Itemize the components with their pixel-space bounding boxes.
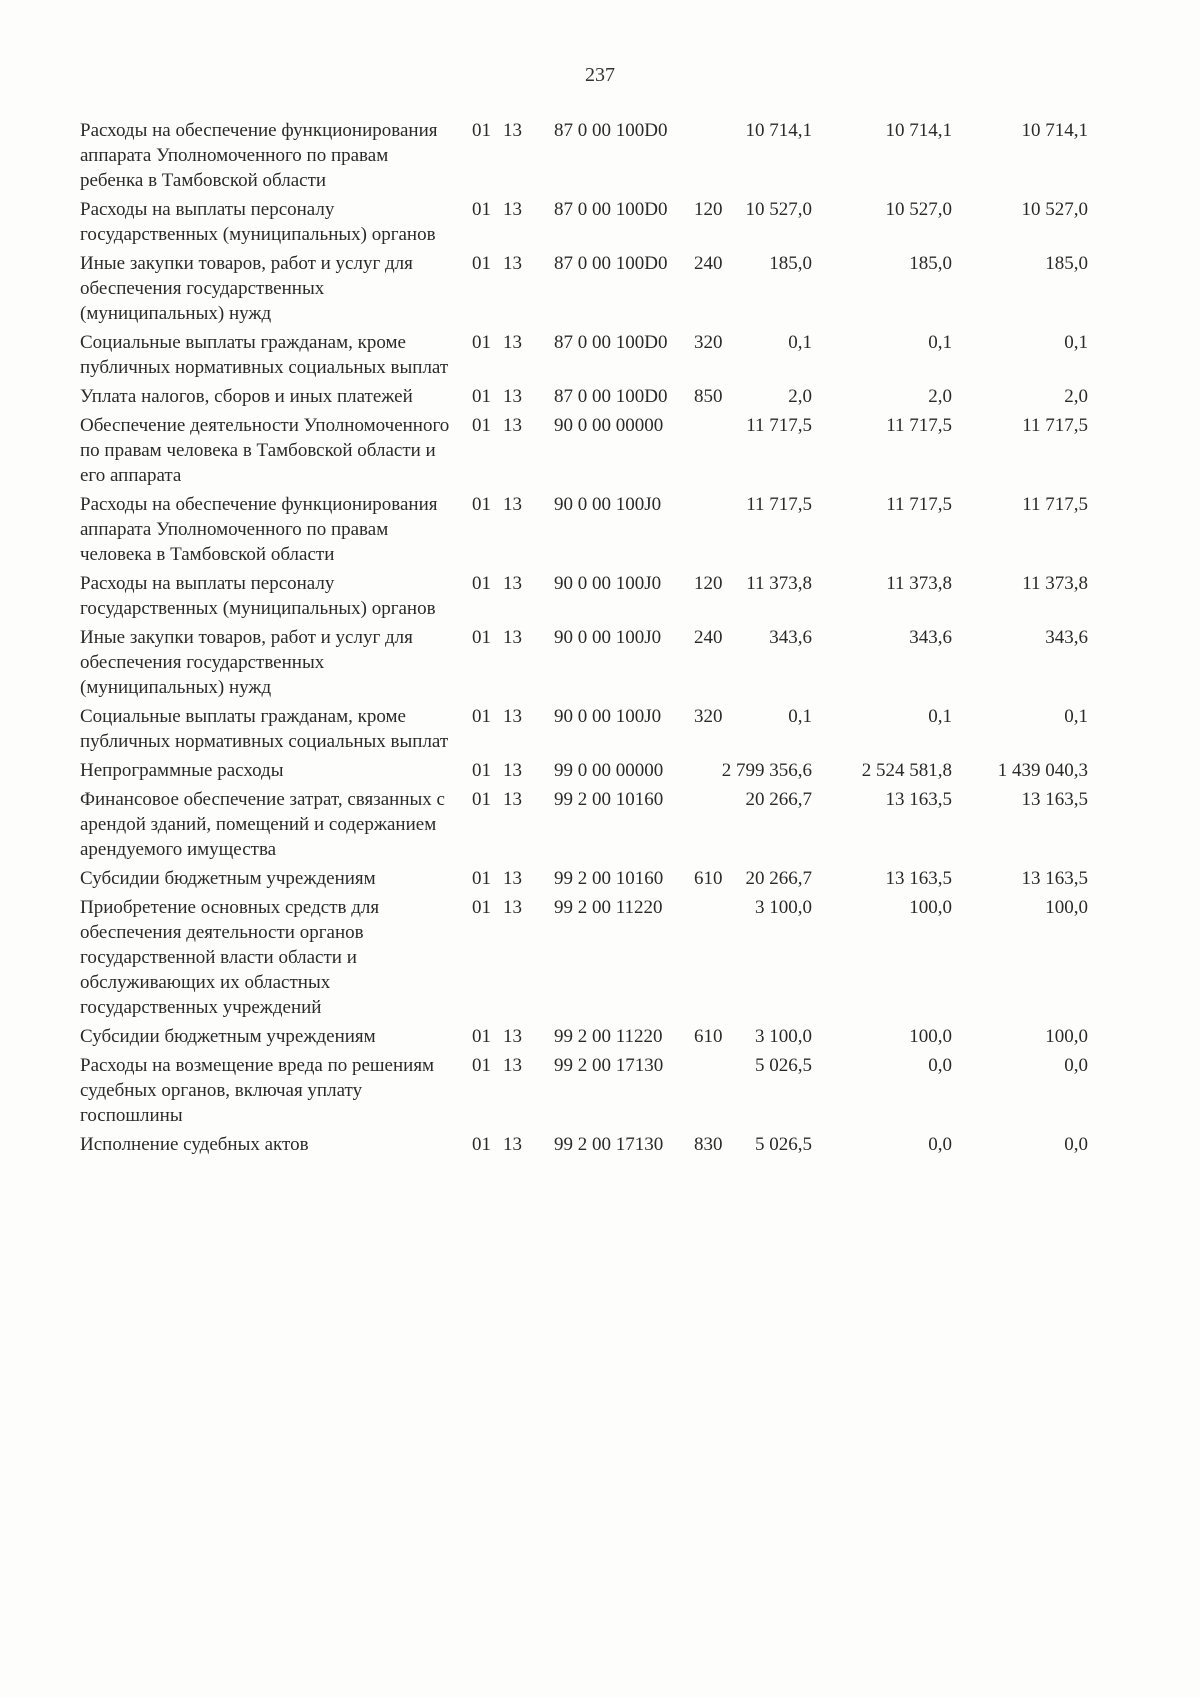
row-name: Иные закупки товаров, работ и услуг для обеспечения государственных (муниципальных) нужд xyxy=(80,627,413,698)
row-name: Расходы на возмещение вреда по решениям судебных органов, включая уплату госпошлины xyxy=(80,1055,435,1126)
row-amount-year-3: 11 373,8 xyxy=(1022,573,1088,594)
row-subsection-code: 13 xyxy=(503,1026,522,1047)
row-amount-year-3: 0,1 xyxy=(1064,706,1088,727)
row-amount-year-3: 2,0 xyxy=(1064,386,1088,407)
row-target-article-code: 99 2 00 10160 xyxy=(554,789,664,810)
row-amount-year-1: 3 100,0 xyxy=(755,1026,812,1047)
row-amount-year-1: 5 026,5 xyxy=(755,1055,812,1076)
table-row xyxy=(80,118,1150,193)
table-row xyxy=(80,571,1150,621)
row-amount-year-2: 0,1 xyxy=(928,706,952,727)
row-amount-year-3: 13 163,5 xyxy=(1021,868,1088,889)
row-target-article-code: 90 0 00 100J0 xyxy=(554,573,662,594)
row-section-code: 01 xyxy=(472,1026,491,1047)
row-target-article-code: 99 2 00 11220 xyxy=(554,1026,663,1047)
row-amount-year-2: 2,0 xyxy=(928,386,952,407)
row-name: Финансовое обеспечение затрат, связанных с арендой зданий, помещений и содержанием арендуемого имущества xyxy=(80,789,445,860)
table-row xyxy=(80,787,1150,862)
row-amount-year-1: 5 026,5 xyxy=(755,1134,812,1155)
row-amount-year-3: 0,0 xyxy=(1064,1134,1088,1155)
row-amount-year-1: 2 799 356,6 xyxy=(721,760,812,781)
table-row xyxy=(80,384,1150,409)
row-amount-year-2: 10 527,0 xyxy=(885,199,952,220)
row-amount-year-1: 2,0 xyxy=(788,386,812,407)
row-expense-type-code: 240 xyxy=(694,627,723,648)
row-section-code: 01 xyxy=(472,1055,491,1076)
row-amount-year-2: 100,0 xyxy=(909,897,952,918)
row-name: Социальные выплаты гражданам, кроме публичных нормативных социальных выплат xyxy=(80,706,449,752)
row-expense-type-code: 610 xyxy=(694,868,723,889)
row-amount-year-1: 343,6 xyxy=(769,627,812,648)
row-amount-year-1: 185,0 xyxy=(769,253,812,274)
row-amount-year-1: 20 266,7 xyxy=(745,789,812,810)
row-subsection-code: 13 xyxy=(503,415,522,436)
row-subsection-code: 13 xyxy=(503,1055,522,1076)
page-number: 237 xyxy=(585,64,615,86)
row-amount-year-3: 10 714,1 xyxy=(1021,120,1088,141)
row-target-article-code: 99 2 00 17130 xyxy=(554,1055,664,1076)
row-amount-year-1: 11 717,5 xyxy=(746,415,812,436)
row-amount-year-2: 100,0 xyxy=(909,1026,952,1047)
row-name: Непрограммные расходы xyxy=(80,760,284,781)
table-row xyxy=(80,251,1150,326)
row-section-code: 01 xyxy=(472,706,491,727)
row-subsection-code: 13 xyxy=(503,706,522,727)
row-subsection-code: 13 xyxy=(503,573,522,594)
row-amount-year-1: 0,1 xyxy=(788,332,812,353)
table-row xyxy=(80,1024,1150,1049)
row-target-article-code: 90 0 00 100J0 xyxy=(554,494,662,515)
row-section-code: 01 xyxy=(472,573,491,594)
row-amount-year-2: 11 717,5 xyxy=(886,494,952,515)
row-target-article-code: 90 0 00 100J0 xyxy=(554,706,662,727)
row-amount-year-3: 343,6 xyxy=(1045,627,1088,648)
row-section-code: 01 xyxy=(472,1134,491,1155)
row-section-code: 01 xyxy=(472,120,491,141)
row-name: Исполнение судебных актов xyxy=(80,1134,309,1155)
row-subsection-code: 13 xyxy=(503,199,522,220)
row-target-article-code: 99 0 00 00000 xyxy=(554,760,664,781)
row-amount-year-3: 11 717,5 xyxy=(1022,494,1088,515)
row-subsection-code: 13 xyxy=(503,627,522,648)
table-row xyxy=(80,1132,1150,1157)
table-row xyxy=(80,330,1150,380)
row-target-article-code: 99 2 00 11220 xyxy=(554,897,663,918)
row-section-code: 01 xyxy=(472,494,491,515)
row-subsection-code: 13 xyxy=(503,760,522,781)
row-target-article-code: 87 0 00 100D0 xyxy=(554,120,668,141)
table-row xyxy=(80,625,1150,700)
row-name: Социальные выплаты гражданам, кроме публичных нормативных социальных выплат xyxy=(80,332,449,378)
row-name: Расходы на выплаты персоналу государственных (муниципальных) органов xyxy=(80,199,436,245)
row-amount-year-3: 0,0 xyxy=(1064,1055,1088,1076)
table-row xyxy=(80,197,1150,247)
row-amount-year-2: 13 163,5 xyxy=(885,868,952,889)
row-expense-type-code: 120 xyxy=(694,199,723,220)
row-amount-year-1: 11 717,5 xyxy=(746,494,812,515)
row-expense-type-code: 120 xyxy=(694,573,723,594)
row-amount-year-3: 100,0 xyxy=(1045,897,1088,918)
row-name: Расходы на обеспечение функционирования аппарата Уполномоченного по правам ребенка в Тамбовской области xyxy=(80,120,438,191)
row-subsection-code: 13 xyxy=(503,789,522,810)
row-subsection-code: 13 xyxy=(503,253,522,274)
row-amount-year-1: 0,1 xyxy=(788,706,812,727)
row-target-article-code: 99 2 00 10160 xyxy=(554,868,664,889)
row-amount-year-2: 185,0 xyxy=(909,253,952,274)
table-row xyxy=(80,413,1150,488)
table-row xyxy=(80,1053,1150,1128)
row-section-code: 01 xyxy=(472,789,491,810)
row-amount-year-2: 2 524 581,8 xyxy=(861,760,952,781)
table-row xyxy=(80,704,1150,754)
row-amount-year-2: 10 714,1 xyxy=(885,120,952,141)
table-row xyxy=(80,758,1150,783)
row-amount-year-3: 185,0 xyxy=(1045,253,1088,274)
row-expense-type-code: 320 xyxy=(694,706,723,727)
row-amount-year-1: 10 714,1 xyxy=(745,120,812,141)
row-section-code: 01 xyxy=(472,253,491,274)
row-name: Расходы на обеспечение функционирования аппарата Уполномоченного по правам человека в Тамбовской области xyxy=(80,494,438,565)
row-amount-year-3: 13 163,5 xyxy=(1021,789,1088,810)
row-amount-year-3: 1 439 040,3 xyxy=(997,760,1088,781)
row-section-code: 01 xyxy=(472,199,491,220)
row-amount-year-3: 100,0 xyxy=(1045,1026,1088,1047)
row-subsection-code: 13 xyxy=(503,494,522,515)
row-section-code: 01 xyxy=(472,760,491,781)
row-section-code: 01 xyxy=(472,415,491,436)
row-section-code: 01 xyxy=(472,897,491,918)
row-amount-year-2: 0,0 xyxy=(928,1134,952,1155)
row-subsection-code: 13 xyxy=(503,332,522,353)
row-amount-year-3: 0,1 xyxy=(1064,332,1088,353)
row-expense-type-code: 610 xyxy=(694,1026,723,1047)
row-target-article-code: 90 0 00 100J0 xyxy=(554,627,662,648)
row-target-article-code: 87 0 00 100D0 xyxy=(554,253,668,274)
row-name: Уплата налогов, сборов и иных платежей xyxy=(80,386,413,407)
row-amount-year-3: 11 717,5 xyxy=(1022,415,1088,436)
row-amount-year-2: 13 163,5 xyxy=(885,789,952,810)
row-amount-year-1: 3 100,0 xyxy=(755,897,812,918)
row-target-article-code: 87 0 00 100D0 xyxy=(554,199,668,220)
row-name: Обеспечение деятельности Уполномоченного по правам человека в Тамбовской области и его аппарата xyxy=(80,415,450,486)
row-name: Субсидии бюджетным учреждениям xyxy=(80,868,376,889)
row-expense-type-code: 320 xyxy=(694,332,723,353)
row-subsection-code: 13 xyxy=(503,386,522,407)
row-subsection-code: 13 xyxy=(503,868,522,889)
row-expense-type-code: 850 xyxy=(694,386,723,407)
row-amount-year-2: 343,6 xyxy=(909,627,952,648)
row-target-article-code: 90 0 00 00000 xyxy=(554,415,664,436)
row-section-code: 01 xyxy=(472,332,491,353)
table-row xyxy=(80,895,1150,1020)
row-subsection-code: 13 xyxy=(503,120,522,141)
row-name: Иные закупки товаров, работ и услуг для обеспечения государственных (муниципальных) нужд xyxy=(80,253,413,324)
row-section-code: 01 xyxy=(472,627,491,648)
row-section-code: 01 xyxy=(472,868,491,889)
row-name: Субсидии бюджетным учреждениям xyxy=(80,1026,376,1047)
row-amount-year-2: 0,1 xyxy=(928,332,952,353)
table-row xyxy=(80,866,1150,891)
row-amount-year-2: 0,0 xyxy=(928,1055,952,1076)
row-amount-year-2: 11 373,8 xyxy=(886,573,952,594)
row-amount-year-1: 20 266,7 xyxy=(745,868,812,889)
row-target-article-code: 87 0 00 100D0 xyxy=(554,332,668,353)
row-amount-year-1: 10 527,0 xyxy=(745,199,812,220)
row-subsection-code: 13 xyxy=(503,897,522,918)
row-name: Приобретение основных средств для обеспечения деятельности органов государственной власти области и обслуживающих их областных государственных учреждений xyxy=(80,897,380,1018)
row-amount-year-1: 11 373,8 xyxy=(746,573,812,594)
row-expense-type-code: 830 xyxy=(694,1134,723,1155)
row-subsection-code: 13 xyxy=(503,1134,522,1155)
row-amount-year-3: 10 527,0 xyxy=(1021,199,1088,220)
row-target-article-code: 87 0 00 100D0 xyxy=(554,386,668,407)
row-target-article-code: 99 2 00 17130 xyxy=(554,1134,664,1155)
row-section-code: 01 xyxy=(472,386,491,407)
row-amount-year-2: 11 717,5 xyxy=(886,415,952,436)
row-expense-type-code: 240 xyxy=(694,253,723,274)
budget-table xyxy=(80,118,1150,1161)
table-row xyxy=(80,492,1150,567)
row-name: Расходы на выплаты персоналу государственных (муниципальных) органов xyxy=(80,573,436,619)
